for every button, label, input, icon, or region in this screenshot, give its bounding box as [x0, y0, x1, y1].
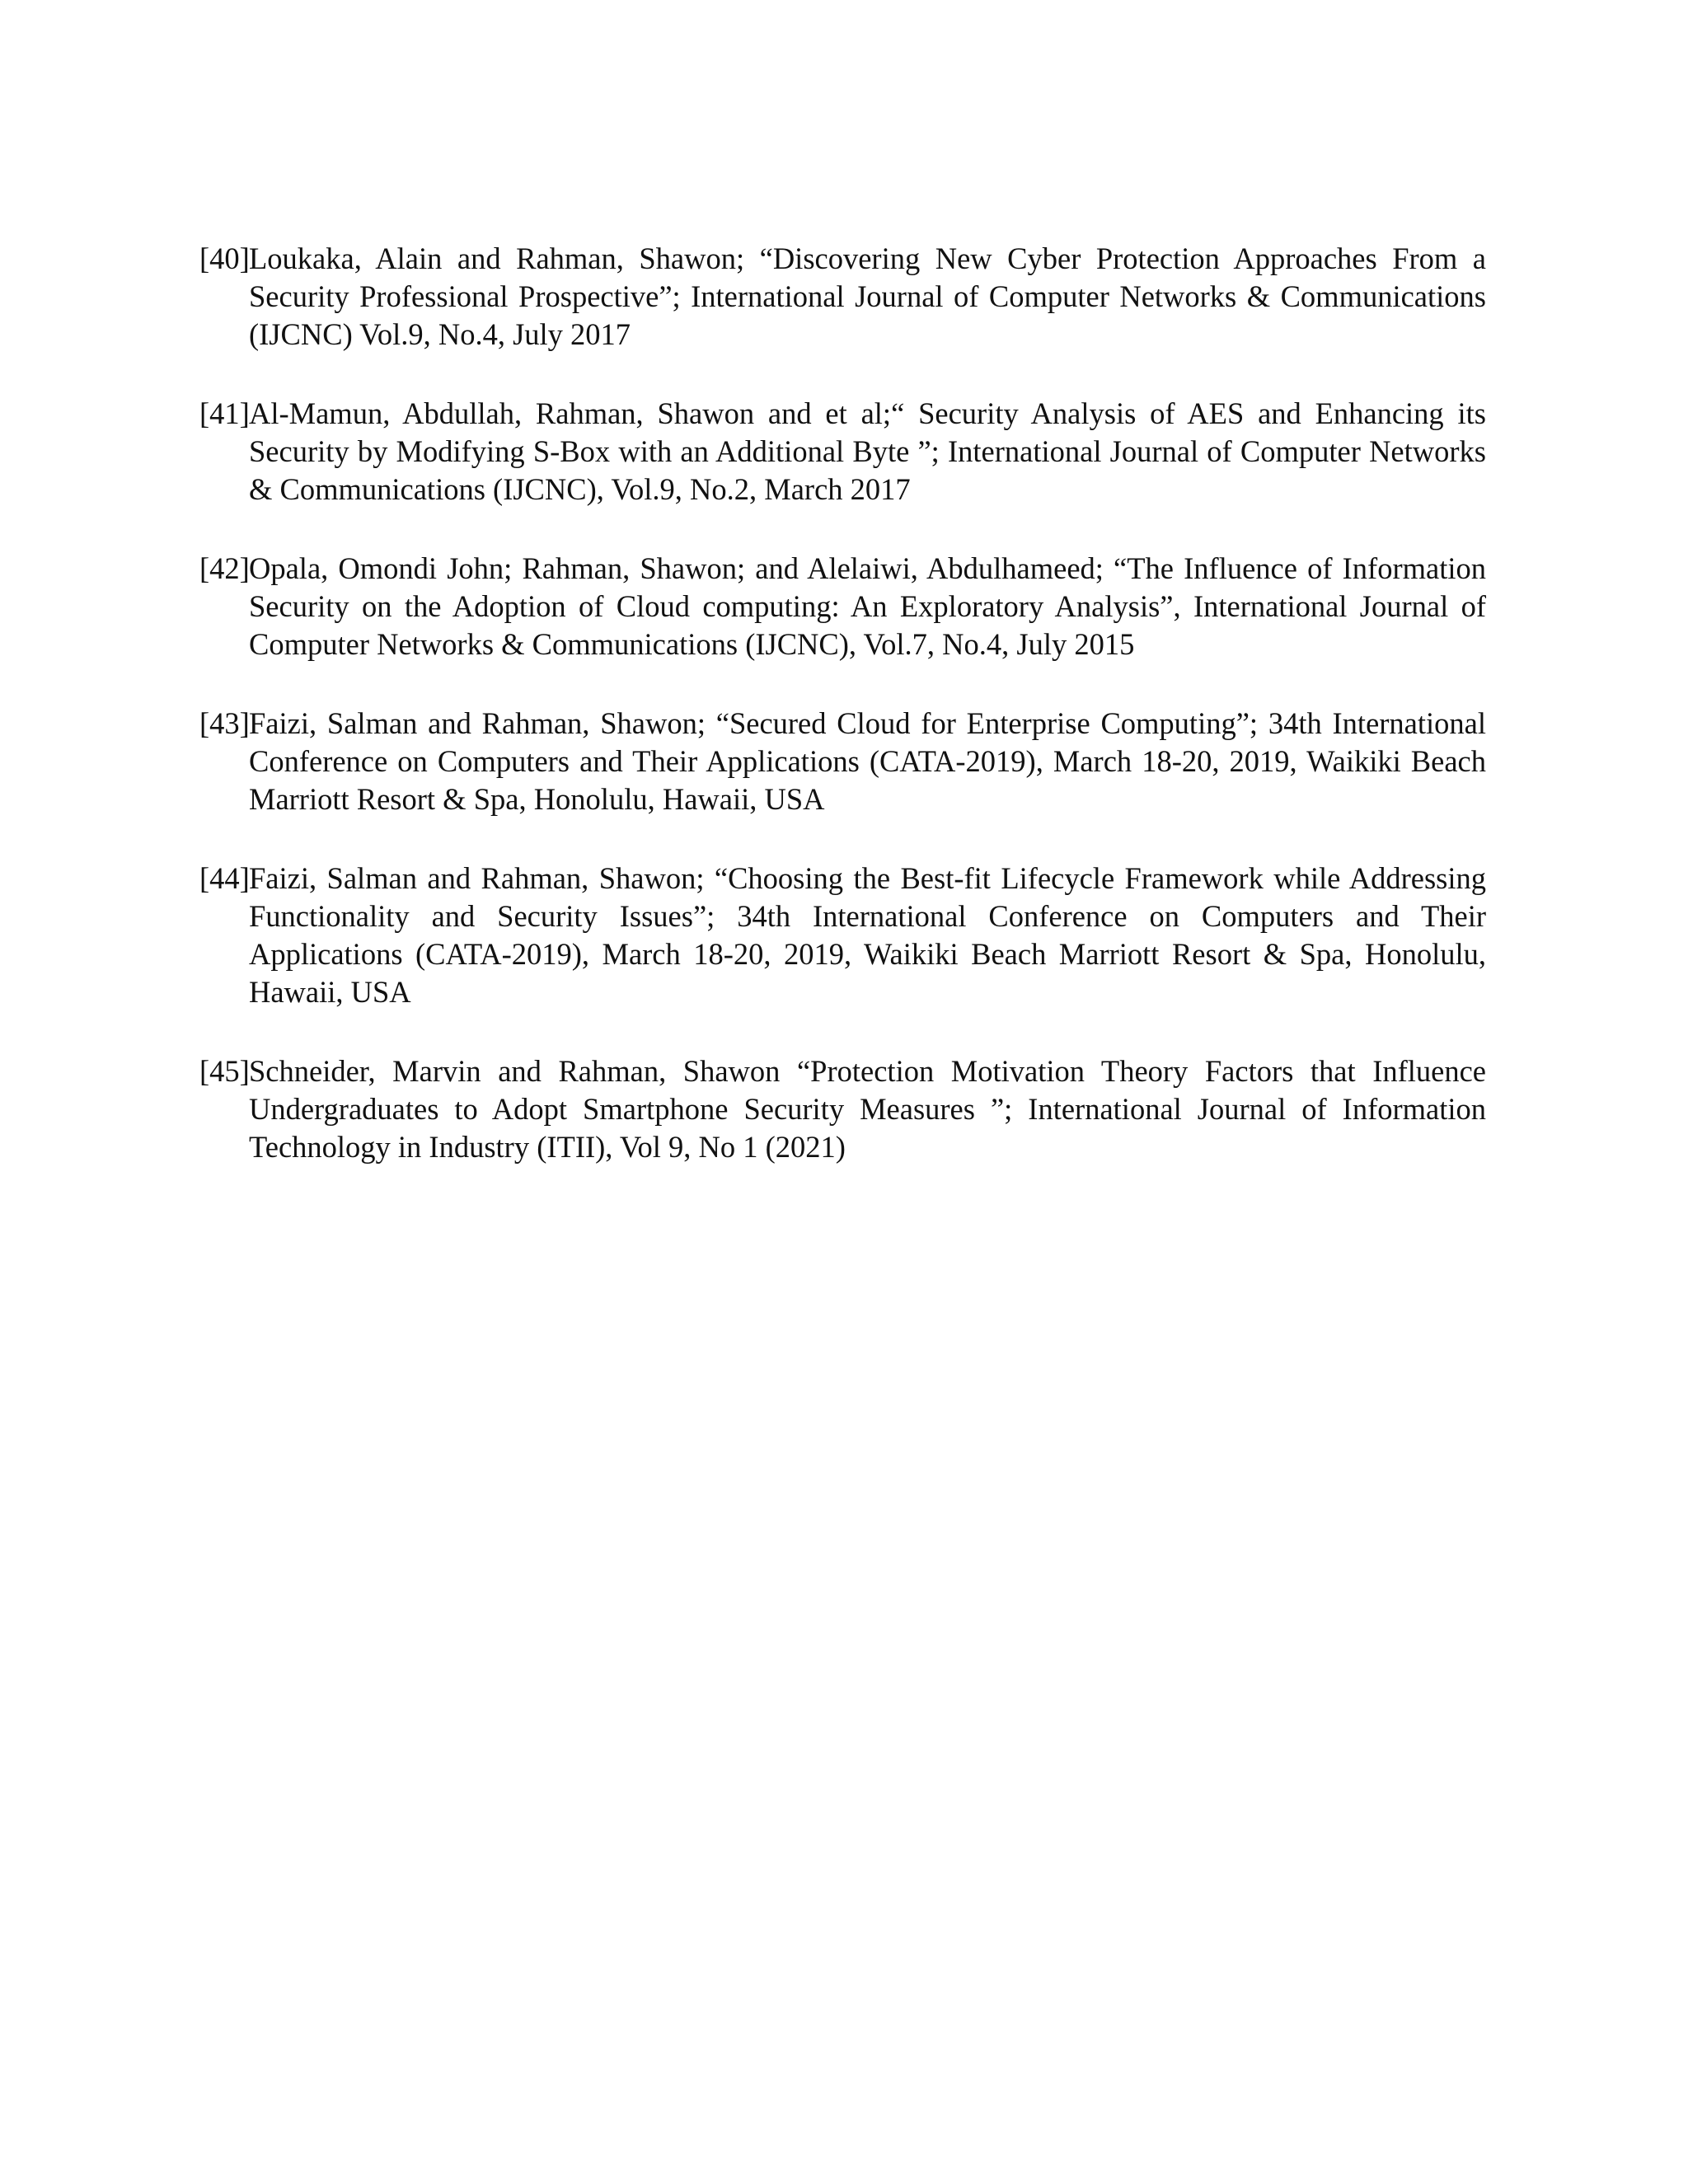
reference-number: [40]	[199, 241, 250, 275]
reference-text: Faizi, Salman and Rahman, Shawon; “Secured Cloud for Enterprise Computing”; 34th International Conference on Computers and Their Applications (CATA-2019), March 18-20, 2019, Waikiki Beach Marriott Resort & Spa, Honolulu, Hawaii, USA	[249, 706, 1486, 816]
reference-text: Schneider, Marvin and Rahman, Shawon “Protection Motivation Theory Factors that Influence Undergraduates to Adopt Smartphone Security Measures ”; International Journal of Information Technology in Industry (ITII), Vol 9, No 1 (2021)	[249, 1054, 1486, 1164]
reference-list	[199, 240, 1486, 1207]
reference-entry-41	[199, 395, 1486, 509]
reference-number: [45]	[199, 1054, 250, 1088]
reference-entry-45	[199, 1052, 1486, 1166]
reference-text: Al-Mamun, Abdullah, Rahman, Shawon and et al;“ Security Analysis of AES and Enhancing its Security by Modifying S-Box with an Additional Byte ”; International Journal of Computer Networks & Communications (IJCNC), Vol.9, No.2, March 2017	[249, 396, 1486, 506]
reference-entry-42	[199, 550, 1486, 663]
reference-number: [43]	[199, 706, 250, 740]
reference-entry-43	[199, 705, 1486, 818]
reference-text: Loukaka, Alain and Rahman, Shawon; “Discovering New Cyber Protection Approaches From a Security Professional Prospective”; International Journal of Computer Networks & Communications (IJCNC) Vol.9, No.4, July 2017	[249, 241, 1486, 351]
reference-text: Faizi, Salman and Rahman, Shawon; “Choosing the Best-fit Lifecycle Framework while Addressing Functionality and Security Issues”; 34th International Conference on Computers and Their Applications (CATA-2019), March 18-20, 2019, Waikiki Beach Marriott Resort & Spa, Honolulu, Hawaii, USA	[249, 861, 1486, 1009]
reference-number: [41]	[199, 396, 250, 430]
reference-number: [44]	[199, 861, 250, 895]
reference-number: [42]	[199, 551, 250, 585]
reference-entry-40	[199, 240, 1486, 354]
reference-entry-44	[199, 860, 1486, 1011]
reference-text: Opala, Omondi John; Rahman, Shawon; and Alelaiwi, Abdulhameed; “The Influence of Information Security on the Adoption of Cloud computing: An Exploratory Analysis”, International Journal of Computer Networks & Communications (IJCNC), Vol.7, No.4, July 2015	[249, 551, 1486, 661]
